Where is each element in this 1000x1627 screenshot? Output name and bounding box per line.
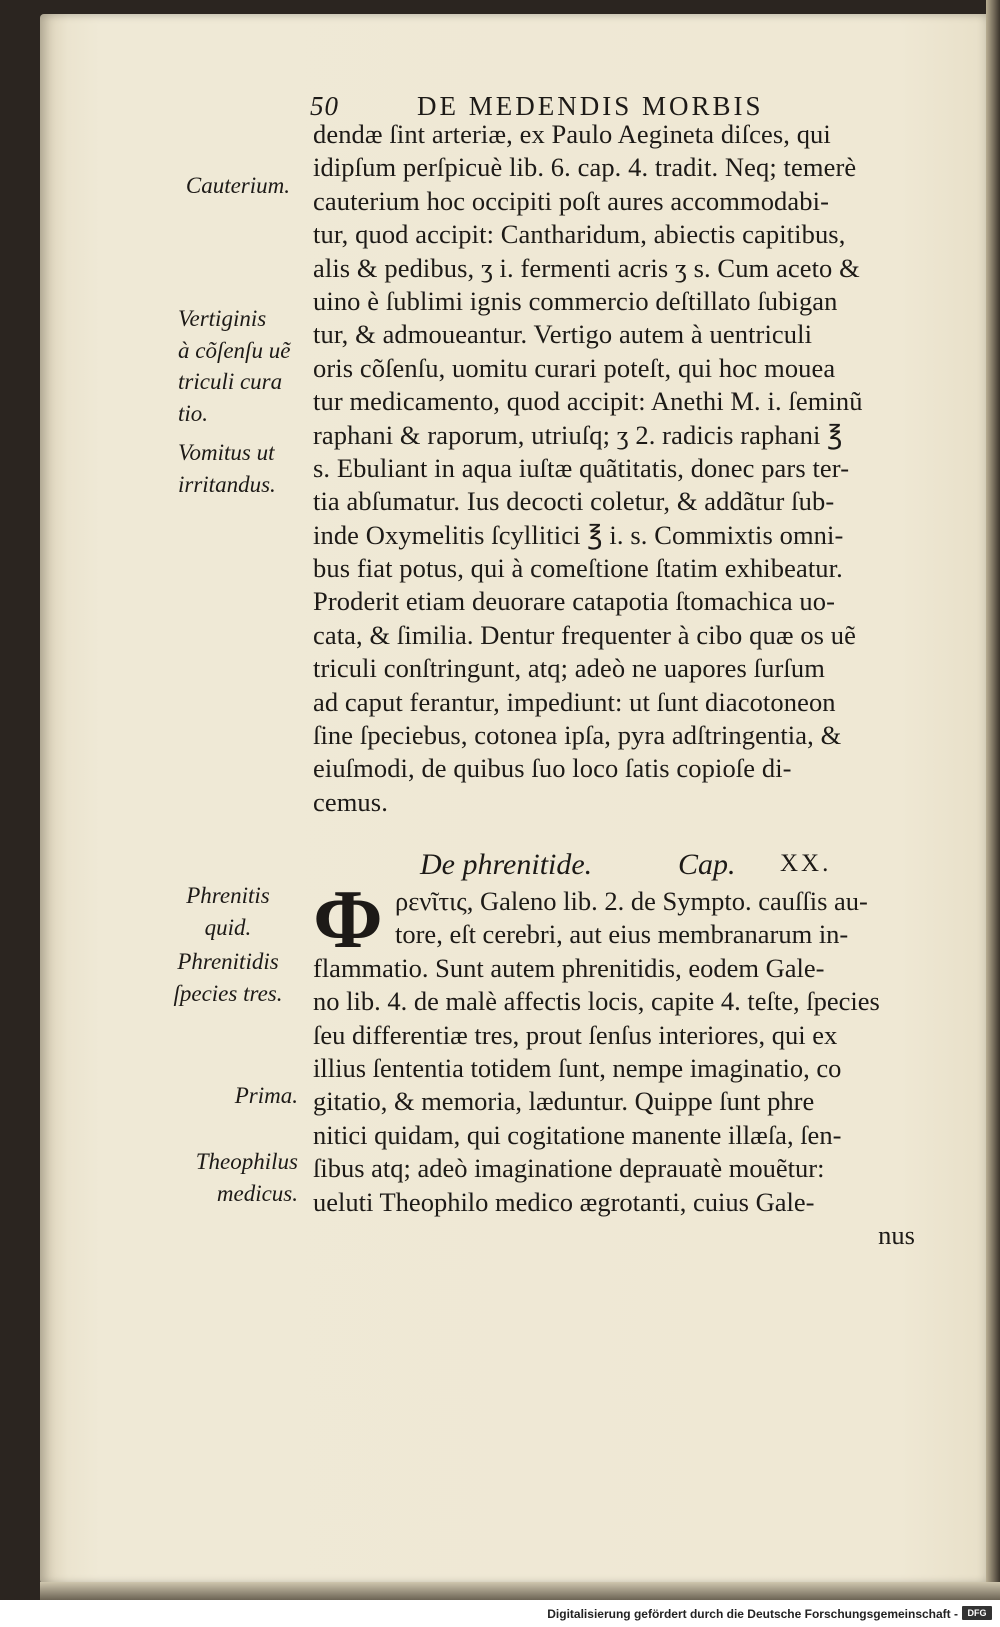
margin-note-vomitus bbox=[178, 437, 328, 500]
chapter-text-block bbox=[313, 885, 943, 1252]
text-line: ſine ſpeciebus, cotonea ipſa, pyra adſtringentia, & bbox=[313, 720, 842, 751]
text-line: dendæ ſint arteriæ, ex Paulo Aegineta diſces, qui bbox=[313, 119, 831, 149]
margin-note-vertiginis bbox=[178, 303, 328, 429]
dfg-logo: DFG bbox=[962, 1606, 992, 1620]
margin-note-cauterium bbox=[150, 170, 290, 202]
margin-note-line: Theophilus bbox=[195, 1149, 298, 1174]
text-line: cata, & ſimilia. Dentur frequenter à cibo quæ os uẽ bbox=[313, 619, 857, 650]
text-line: tur, quod accipit: Cantharidum, abiectis capitibus, bbox=[313, 219, 846, 250]
funding-credit: Digitalisierung gefördert durch die Deutsche Forschungsgemeinschaft - bbox=[547, 1607, 958, 1621]
book-edge-bottom bbox=[40, 1582, 1000, 1600]
margin-note-line: Vomitus ut bbox=[178, 440, 275, 465]
main-text-block bbox=[313, 118, 943, 819]
chapter-title: De phrenitide. bbox=[420, 848, 593, 881]
text-line: uino è ſublimi ignis commercio deſtillato ſubigan bbox=[313, 285, 838, 316]
text-line: cauterium hoc occipiti poſt aures accommodabi- bbox=[313, 185, 830, 216]
text-line: ſeu differentiæ tres, prout ſenſus interiores, qui ex bbox=[313, 1019, 838, 1050]
margin-note-line: à cõſenſu uẽ bbox=[178, 337, 291, 363]
text-line: idipſum perſpicuè lib. 6. cap. 4. tradit. Neq; temerè bbox=[313, 152, 857, 183]
text-line: eiuſmodi, de quibus ſuo loco ſatis copioſe di- bbox=[313, 753, 792, 784]
text-line: tur, & admoueantur. Vertigo autem à uentriculi bbox=[313, 319, 813, 350]
margin-note-line: Prima. bbox=[234, 1083, 298, 1108]
text-line: no lib. 4. de malè affectis locis, capite 4. teſte, ſpecies bbox=[313, 986, 880, 1017]
text-line: Proderit etiam deuorare catapotia ſtomachica uo- bbox=[313, 586, 836, 617]
text-line: tur medicamento, quod accipit: Anethi M. i. ſeminũ bbox=[313, 386, 863, 417]
text-line: tore, eſt cerebri, aut eius membranarum in- bbox=[395, 919, 849, 950]
book-edge-right bbox=[986, 0, 1000, 1600]
margin-note-theophilus bbox=[158, 1146, 298, 1209]
text-line: triculi conſtringunt, atq; adeò ne uapores ſurſum bbox=[313, 653, 825, 684]
margin-note-species bbox=[158, 946, 298, 1009]
margin-note-prima bbox=[158, 1080, 298, 1112]
margin-note-line: quid. bbox=[204, 914, 252, 940]
text-line: s. Ebuliant in aqua iuſtæ quãtitatis, donec pars ter- bbox=[313, 452, 850, 483]
margin-note-line: irritandus. bbox=[178, 471, 276, 497]
text-line: flammatio. Sunt autem phrenitidis, eodem Gale- bbox=[313, 952, 825, 983]
running-title: DE MEDENDIS MORBIS bbox=[417, 90, 764, 121]
text-line: ad caput ferantur, impediunt: ut ſunt diacotoneon bbox=[313, 686, 836, 717]
margin-note-line: Phrenitis bbox=[186, 883, 270, 908]
text-line: alis & pedibus, ʒ i. fermenti acris ʒ s. Cum aceto & bbox=[313, 252, 860, 283]
margin-note-line: medicus. bbox=[216, 1180, 298, 1206]
chapter-number: XX. bbox=[780, 850, 832, 877]
margin-note-line: triculi cura bbox=[178, 369, 283, 394]
chapter-cap-label: Cap. bbox=[678, 848, 736, 881]
text-line: cemus. bbox=[313, 786, 388, 817]
margin-note-line: Phrenitidis bbox=[177, 949, 279, 974]
margin-note-line: Vertiginis bbox=[178, 306, 267, 331]
text-line: raphani & raporum, utriuſq; ʒ 2. radicis raphani ℥ bbox=[313, 419, 843, 450]
margin-note-line: ſpecies tres. bbox=[173, 980, 283, 1006]
text-line: gitatio, & memoria, læduntur. Quippe ſunt phre bbox=[313, 1086, 815, 1117]
text-line: nitici quidam, qui cogitatione manente illæſa, ſen- bbox=[313, 1119, 842, 1150]
margin-note-line: Cauterium. bbox=[185, 173, 290, 198]
digitization-footer bbox=[0, 1600, 1000, 1627]
text-line: illius ſententia totidem ſunt, nempe imaginatio, co bbox=[313, 1052, 842, 1083]
page-number: 50 bbox=[310, 90, 339, 121]
drop-cap-initial: Φ bbox=[313, 873, 383, 966]
margin-note-line: tio. bbox=[178, 400, 209, 426]
text-line: ſibus atq; adeò imaginatione deprauatè mouẽtur: bbox=[313, 1153, 825, 1184]
text-line: tia abſumatur. Ius decocti coletur, & addãtur ſub- bbox=[313, 486, 835, 517]
text-line: ueluti Theophilo medico ægrotanti, cuius Gale- bbox=[313, 1186, 815, 1217]
text-line: oris cõſenſu, uomitu curari poteſt, qui hoc mouea bbox=[313, 352, 836, 383]
catchword: nus bbox=[878, 1219, 915, 1250]
margin-note-phrenitis bbox=[158, 880, 298, 943]
text-line: ρενῖτις, Galeno lib. 2. de Sympto. cauſſis au- bbox=[395, 886, 868, 916]
text-line: bus fiat potus, qui à comeſtione ſtatim exhibeatur. bbox=[313, 553, 843, 584]
text-line: inde Oxymelitis ſcyllitici ℥ i. s. Commixtis omni- bbox=[313, 519, 844, 550]
